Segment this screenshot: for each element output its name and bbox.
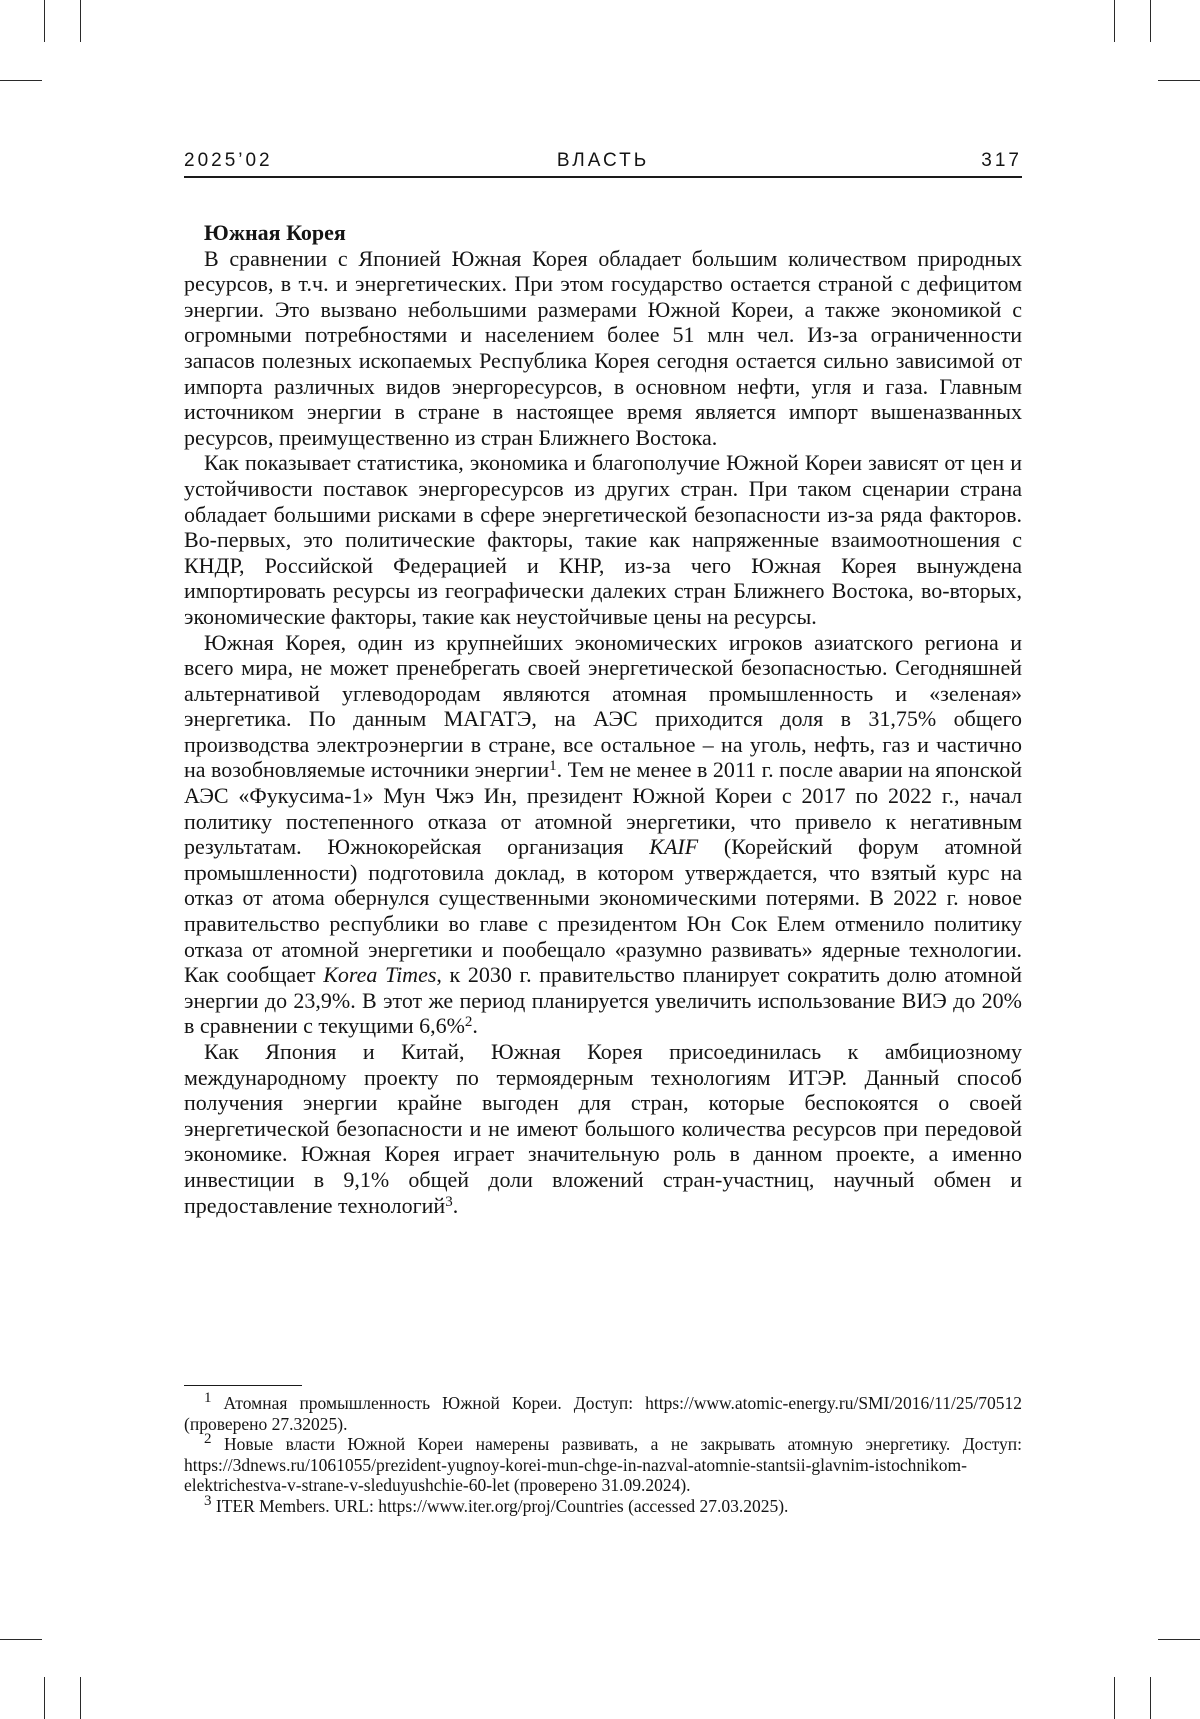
article-body [184, 220, 1022, 1218]
footnote-number: 2 [204, 1431, 212, 1447]
journal-title: ВЛАСТЬ [556, 150, 650, 171]
paragraph-text: . [472, 1013, 478, 1039]
paragraph-text: Как показывает статистика, экономика и благополучие Южной Кореи зависят от цен и устойчивости поставок энергоресурсов из других стран. При таком сценарии страна обладает большими рисками в сфере энергетической безопасности из-за ряда факторов. Во-первых, это политические факторы, такие как напряженные взаимоотношения с КНДР, Российской Федерацией и КНР, из-за чего Южная Корея вынуждена импортировать ресурсы из географически далеких стран Ближнего Востока, во-вторых, экономические факторы, такие как неустойчивые цены на ресурсы. [184, 450, 1022, 629]
paragraph-text: (Корейский форум атомной промышленности) подготовила доклад, в котором утверждается, что взятый курс на отказ от атома обернулся существенными экономическими потерями. В 2022 г. новое правительство республики во главе с президентом Юн Сок Елем отменило политику отказа от атомной энергетики и пообещало «разумно развивать» ядерные технологии. Как сообщает [184, 834, 1023, 988]
section-title: Южная Корея [204, 220, 346, 245]
footnote [184, 1390, 1022, 1434]
crop-mark [1150, 0, 1151, 42]
paragraph-text: , к 2030 г. правительство планирует сократить долю атомной энергии до 23,9%. В этот же период планируется увеличить использование ВИЭ до 20% в сравнении с текущими 6,6% [184, 962, 1022, 1039]
paragraph-text: Как Япония и Китай, Южная Корея присоединилась к амбициозному международному проекту по термоядерным технологиям ИТЭР. Данный способ получения энергии крайне выгоден для стран, которые беспокоятся о своей энергетической безопасности и не имеют большого количества ресурсов при передовой экономике. Южная Корея играет значительную роль в данном проекте, а именно инвестиции в 9,1% общей доли вложений стран-участниц, научный обмен и предоставление технологий [184, 1039, 1022, 1218]
paragraph-text: . [452, 1192, 459, 1218]
paragraph-text: В сравнении с Японией Южная Корея обладает большим количеством природных ресурсов, в т.ч. и энергетических. При этом государство остается страной с дефицитом энергии. Это вызвано небольшими размерами Южной Кореи, а также экономикой с огромными потребностями и населением более 51 млн чел. Из-за ограниченности запасов полезных ископаемых Республика Корея сегодня остается сильно зависимой от импорта различных видов энергоресурсов, в основном нефти, угля и газа. Главным источником энергии в стране в настоящее время является импорт вышеназванных ресурсов, преимущественно из стран Ближнего Востока. [184, 245, 1022, 450]
footnote-number: 3 [204, 1492, 212, 1509]
footnote-divider [184, 1385, 302, 1386]
paragraph [184, 450, 1022, 629]
crop-mark [44, 0, 45, 42]
footnote [184, 1492, 1022, 1517]
footnote-text: Новые власти Южной Кореи намерены развивать, а не закрывать атомную энергетику. Доступ: https://3dnews.ru/1061055/prezident-yugnoy-korei-mun-chge-in-nazval-atomnie-stantsii-glavnim-istochnikom-elektrichestva-v-strane-v-sleduyushchie-60-let (проверено 31.09.2024). [184, 1434, 1022, 1495]
crop-mark [1158, 80, 1200, 81]
crop-mark [0, 1639, 42, 1640]
issue-label: 2025’02 [184, 150, 273, 171]
footnotes [184, 1390, 1022, 1516]
organization-name: KAIF [649, 834, 699, 860]
source-name: Korea Times [323, 962, 437, 988]
crop-mark [1114, 1677, 1115, 1719]
footnote-ref[interactable]: 2 [464, 1014, 473, 1031]
footnote-text: ITER Members. URL: https://www.iter.org/proj/Countries (accessed 27.03.2025). [211, 1495, 789, 1516]
footnote-ref[interactable]: 3 [445, 1193, 453, 1210]
paragraph [184, 1039, 1022, 1218]
crop-mark [44, 1677, 45, 1719]
footnote-number: 1 [204, 1390, 212, 1406]
paragraph [184, 630, 1022, 1040]
crop-mark [80, 1677, 81, 1719]
crop-mark [0, 80, 42, 81]
paragraph-text: Южная Корея, один из крупнейших экономических игроков азиатского региона и всего мира, не может пренебрегать своей энергетической безопасностью. Сегодняшней альтернативой углеводородам являются атомная промышленность и «зеленая» энергетика. По данным МАГАТЭ, на АЭС приходится доля в 31,75% общего производства электроэнергии в стране, все остальное – на уголь, нефть, газ и частично на возобновляемые источники энергии [184, 629, 1022, 783]
footnote-text: Атомная промышленность Южной Кореи. Доступ: https://www.atomic-energy.ru/SMI/2016/11/25/70512 (проверено 27.32025). [184, 1393, 1022, 1434]
running-header [184, 150, 1022, 178]
page-number: 317 [981, 150, 1022, 171]
crop-mark [1150, 1677, 1151, 1719]
paragraph [184, 246, 1022, 451]
crop-mark [1114, 0, 1115, 42]
footnote [184, 1431, 1022, 1496]
crop-mark [1158, 1639, 1200, 1640]
paragraph-text: . Тем не менее в 2011 г. после аварии на японской АЭС «Фукусима-1» Мун Чжэ Ин, президент Южной Кореи с 2017 по 2022 г., начал политику постепенного отказа от атомной энергетики, что привело к негативным результатам. Южнокорейская организация [184, 757, 1022, 860]
footnote-ref[interactable]: 1 [549, 758, 557, 775]
crop-mark [80, 0, 81, 42]
